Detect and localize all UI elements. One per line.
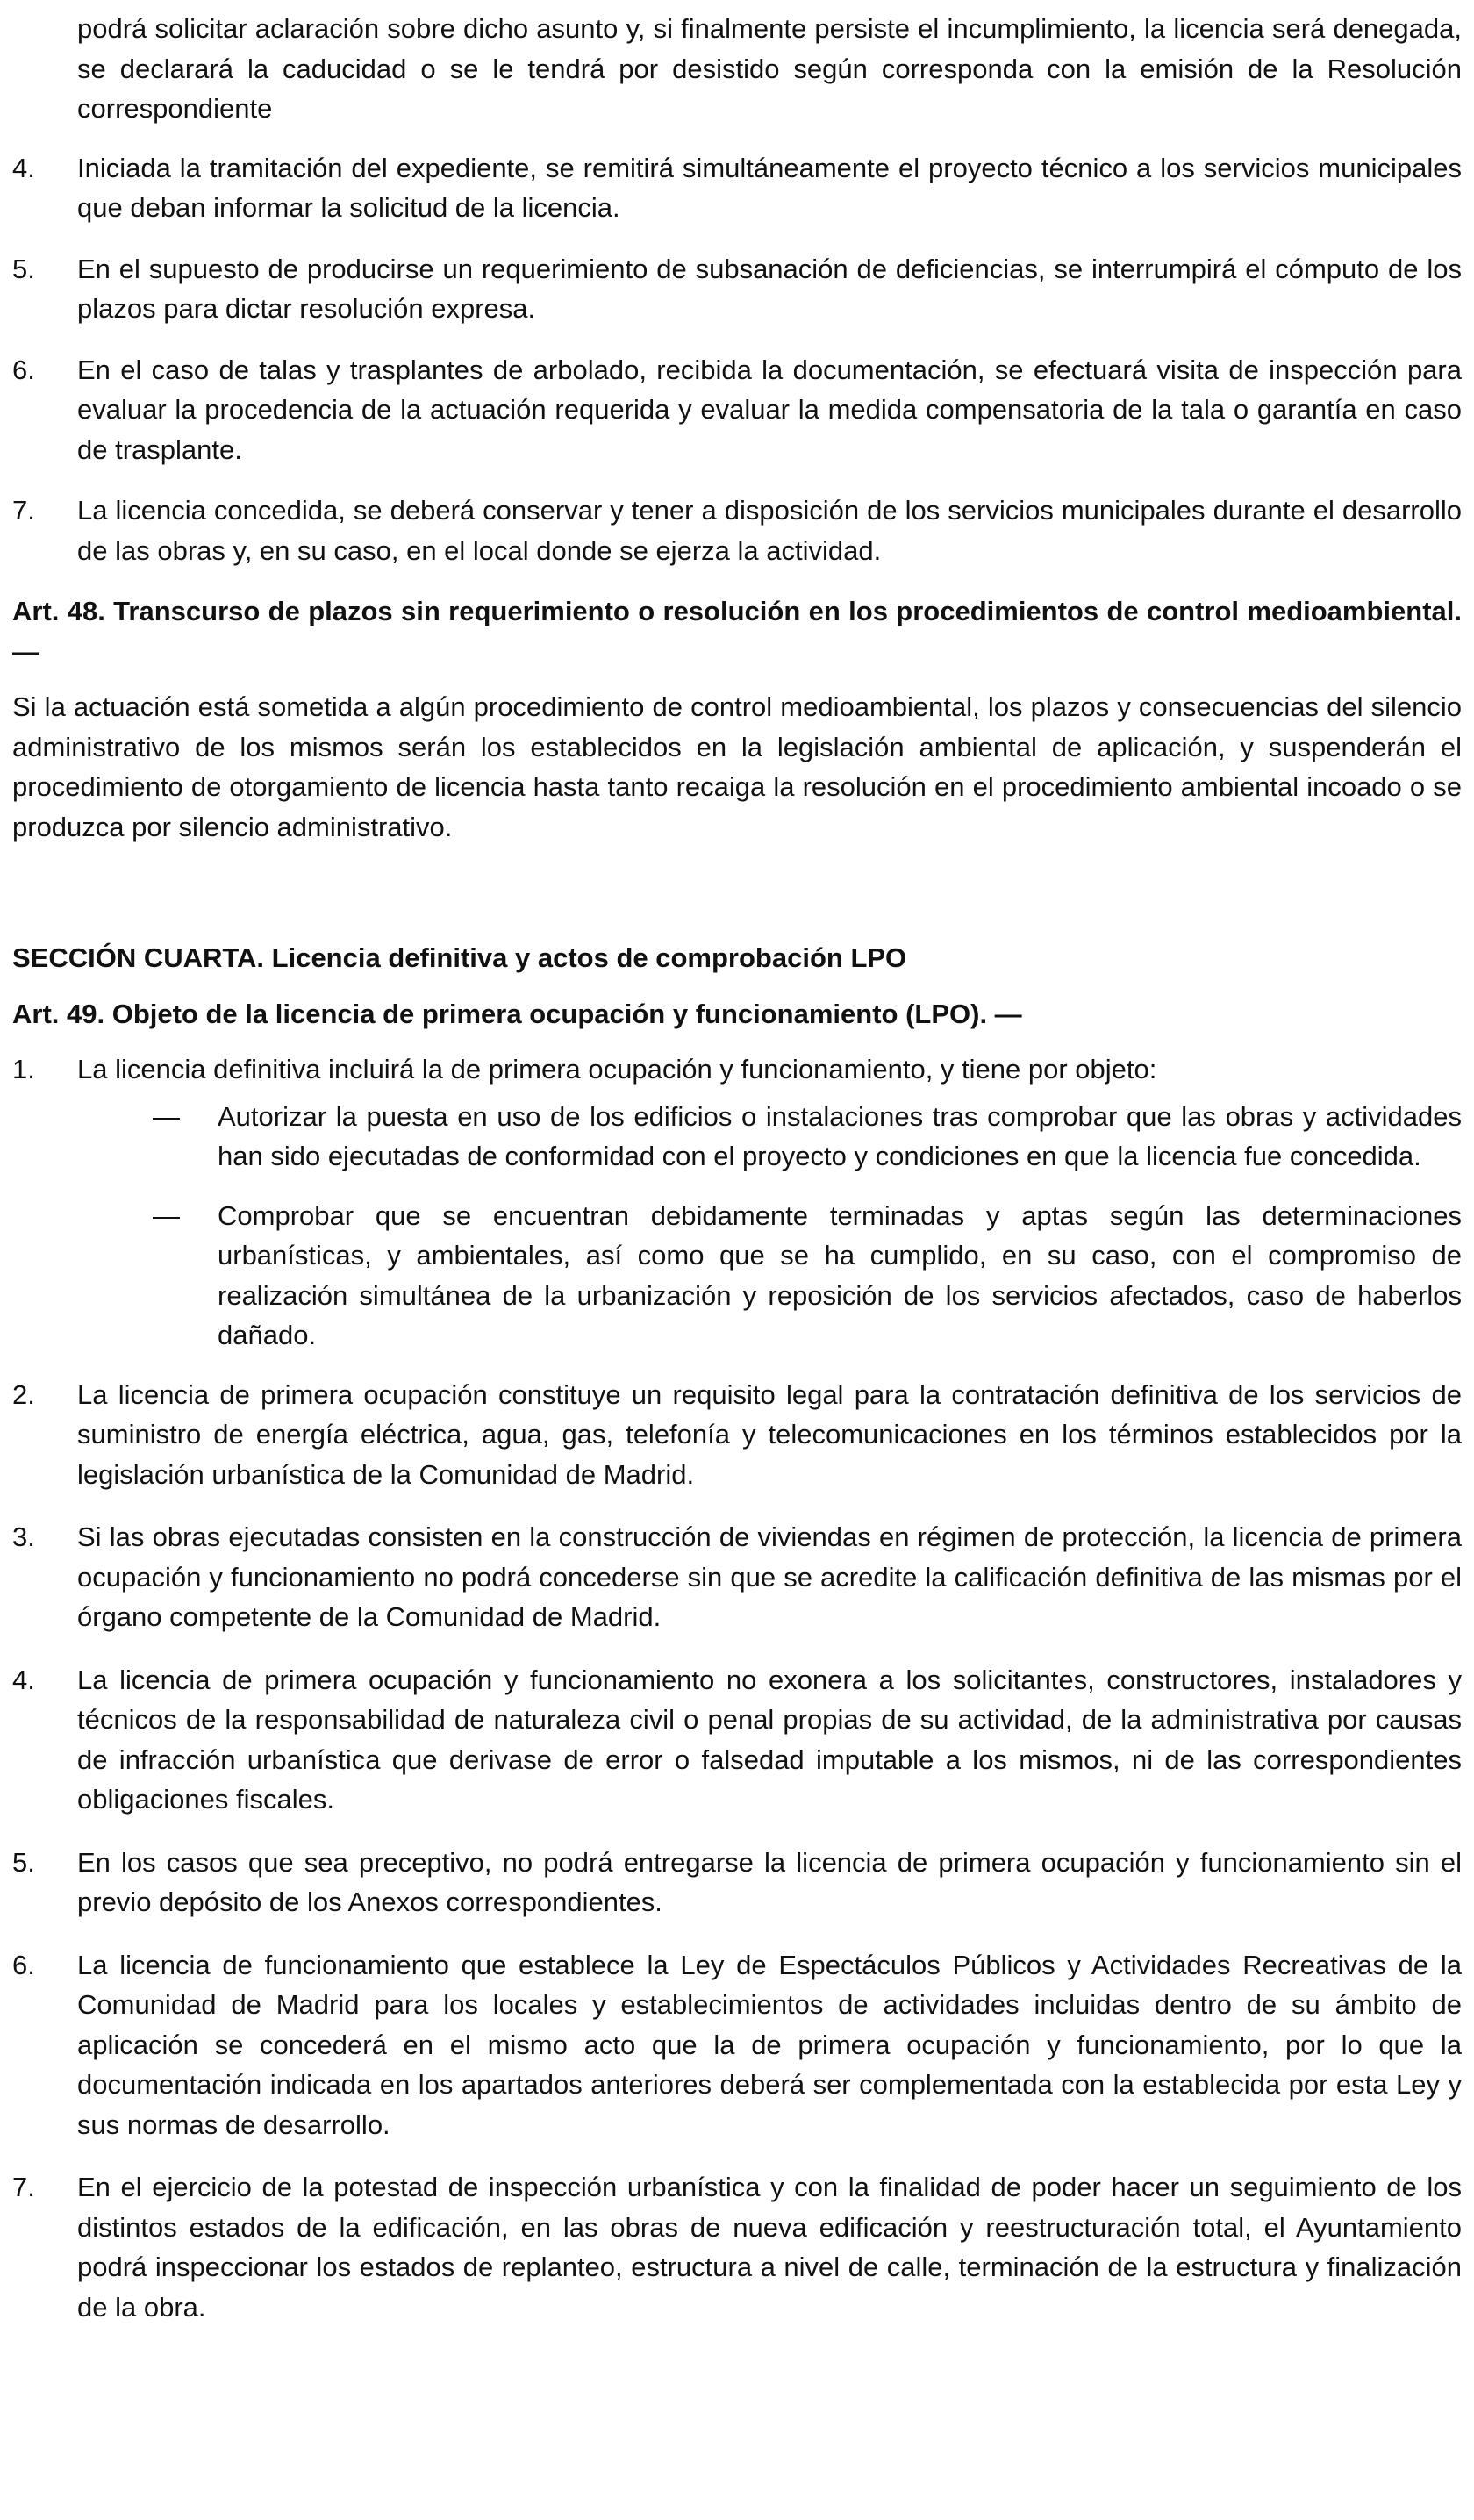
list-item bbox=[12, 1049, 1462, 1090]
list-item bbox=[12, 1843, 1462, 1922]
list-item-text: En el supuesto de producirse un requerimiento de subsanación de deficiencias, se interrumpirá el cómputo de los plazos para dictar resolución expresa. bbox=[77, 253, 1462, 324]
list-item-text: En el ejercicio de la potestad de inspección urbanística y con la finalidad de poder hacer un seguimiento de los distintos estados de la edificación, en las obras de nueva edificación y reestructuración total, el Ayuntamiento podrá inspeccionar los estados de replanteo, estructura a nivel de calle, terminación de la estructura y finalización de la obra. bbox=[77, 2172, 1462, 2323]
list-item-text: Si las obras ejecutadas consisten en la construcción de viviendas en régimen de protección, la licencia de primera ocupación y funcionamiento no podrá concederse sin que se acredite la calificación definitiva de las mismas por el órgano competente de la Comunidad de Madrid. bbox=[77, 1521, 1462, 1632]
list-item-number: 7. bbox=[12, 2172, 35, 2202]
list-item-number: 5. bbox=[12, 253, 35, 284]
list-item-number: 4. bbox=[12, 1664, 35, 1695]
list-item-number: 2. bbox=[12, 1378, 35, 1410]
list-articles-47 bbox=[12, 148, 1462, 571]
article-48-body: Si la actuación está sometida a algún procedimiento de control medioambiental, los plazos y consecuencias del silencio administrativo de los mismos serán los establecidos en la legislación ambiental de aplicación, y suspenderán el procedimiento de otorgamiento de licencia hasta tanto recaiga la resolución en el procedimiento ambiental incoado o se produzca por silencio administrativo. bbox=[12, 691, 1462, 842]
list-item bbox=[12, 1517, 1462, 1637]
list-item-text: La licencia definitiva incluirá la de primera ocupación y funcionamiento, y tiene por objeto: bbox=[77, 1054, 1157, 1085]
list-item-number: 7. bbox=[12, 495, 35, 526]
dash-list-item bbox=[153, 1097, 1462, 1177]
article-49-heading: Art. 49. Objeto de la licencia de primera ocupación y funcionamiento (LPO). — bbox=[12, 998, 1022, 1029]
list-item-number: 1. bbox=[12, 1054, 35, 1085]
list-item bbox=[12, 2167, 1462, 2327]
list-item bbox=[12, 249, 1462, 329]
dash-item-text: Autorizar la puesta en uso de los edificios o instalaciones tras comprobar que las obras y actividades han sido ejecutadas de conformidad con el proyecto y condiciones en que la licencia fue concedida. bbox=[218, 1100, 1462, 1171]
list-item-text: Iniciada la tramitación del expediente, se remitirá simultáneamente el proyecto técnico a los servicios municipales que deban informar la solicitud de la licencia. bbox=[77, 152, 1462, 223]
list-item-number: 6. bbox=[12, 1949, 35, 1980]
section-spacer bbox=[12, 847, 1462, 938]
continuation-paragraph: podrá solicitar aclaración sobre dicho asunto y, si finalmente persiste el incumplimiento, la licencia será denegada, se declarará la caducidad o se le tendrá por desistido según corresponda con la emisión de la Resolución correspondiente bbox=[77, 13, 1462, 124]
dash-list-item bbox=[153, 1196, 1462, 1356]
list-item-number: 6. bbox=[12, 354, 35, 385]
dash-mark: — bbox=[153, 1100, 180, 1132]
list-item-number: 5. bbox=[12, 1846, 35, 1878]
list-item-text: La licencia de primera ocupación y funcionamiento no exonera a los solicitantes, constructores, instaladores y técnicos de la responsabilidad de naturaleza civil o penal propias de su actividad, de la administrativa por causas de infracción urbanística que derivase de error o falsedad imputable a los mismos, ni de las correspondientes obligaciones fiscales. bbox=[77, 1664, 1462, 1815]
list-item-text: La licencia concedida, se deberá conservar y tener a disposición de los servicios municipales durante el desarrollo de las obras y, en su caso, en el local donde se ejerza la actividad. bbox=[77, 495, 1462, 566]
list-item-text: En los casos que sea preceptivo, no podrá entregarse la licencia de primera ocupación y funcionamiento sin el previo depósito de los Anexos correspondientes. bbox=[77, 1846, 1462, 1917]
dash-mark: — bbox=[153, 1199, 180, 1231]
list-item bbox=[12, 1945, 1462, 2145]
list-item-text: En el caso de talas y trasplantes de arbolado, recibida la documentación, se efectuará visita de inspección para evaluar la procedencia de la actuación requerida y evaluar la medida compensatoria de la tala o garantía en caso de trasplante. bbox=[77, 354, 1462, 465]
article-48-heading: Art. 48. Transcurso de plazos sin requerimiento o resolución en los procedimientos de control medioambiental. — bbox=[12, 596, 1462, 667]
list-article-49 bbox=[12, 1049, 1462, 2327]
list-item bbox=[12, 490, 1462, 570]
list-item-text: La licencia de primera ocupación constituye un requisito legal para la contratación definitiva de los servicios de suministro de energía eléctrica, agua, gas, telefonía y telecomunicaciones en los términos establecidos por la legislación urbanística de la Comunidad de Madrid. bbox=[77, 1378, 1462, 1490]
list-item-number: 4. bbox=[12, 152, 35, 183]
dash-list bbox=[12, 1097, 1462, 1356]
list-item bbox=[12, 148, 1462, 228]
dash-item-text: Comprobar que se encuentran debidamente terminadas y aptas según las determinaciones urbanísticas, y ambientales, así como que se ha cumplido, en su caso, con el compromiso de realización simultánea de la urbanización y reposición de los servicios afectados, caso de haberlos dañado. bbox=[218, 1199, 1462, 1350]
list-item bbox=[12, 1660, 1462, 1820]
list-item bbox=[12, 1375, 1462, 1495]
list-item-number: 3. bbox=[12, 1521, 35, 1552]
section-heading: SECCIÓN CUARTA. Licencia definitiva y actos de comprobación LPO bbox=[12, 942, 907, 973]
list-item-text: La licencia de funcionamiento que establece la Ley de Espectáculos Públicos y Actividades Recreativas de la Comunidad de Madrid para los locales y establecimientos de actividades incluidas dentro de su ámbito de aplicación se concederá en el mismo acto que la de primera ocupación y funcionamiento, por lo que la documentación indicada en los apartados anteriores deberá ser complementada con la establecida por esta Ley y sus normas de desarrollo. bbox=[77, 1949, 1462, 2140]
list-item bbox=[12, 350, 1462, 470]
